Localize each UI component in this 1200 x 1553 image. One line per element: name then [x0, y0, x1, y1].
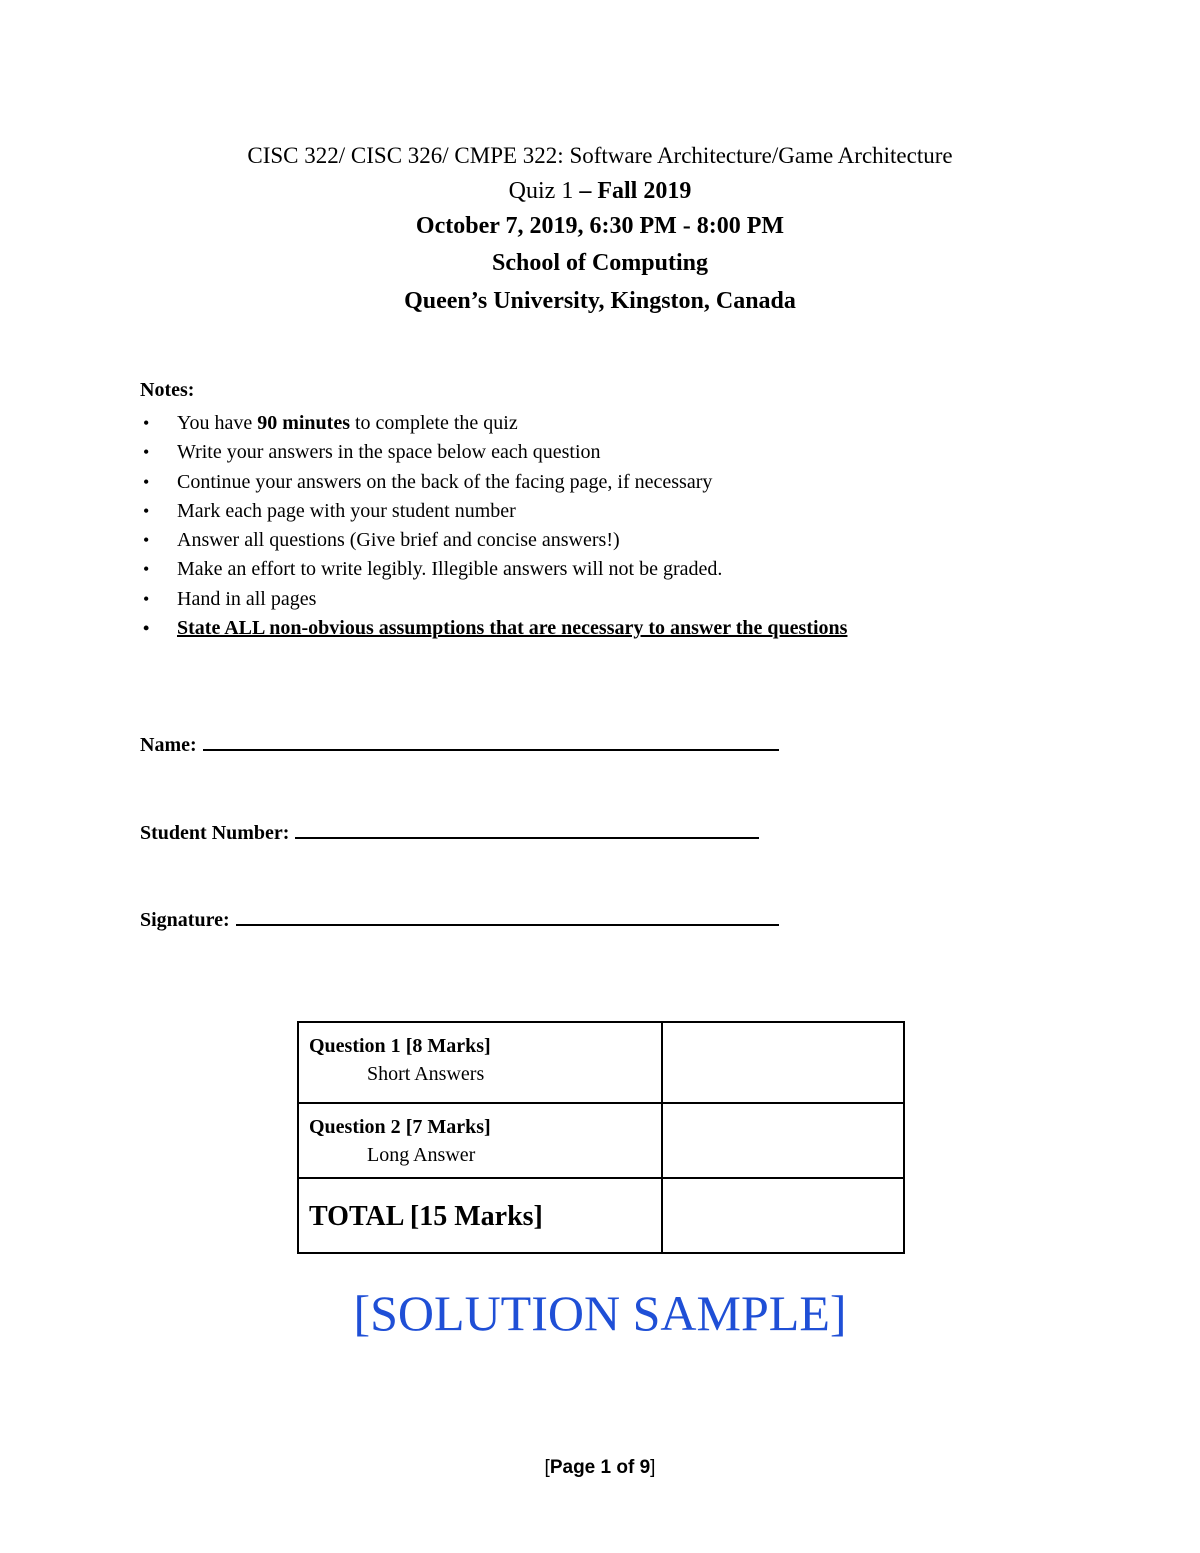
- note-item: • Mark each page with your student number: [140, 497, 847, 526]
- name-blank-line[interactable]: [203, 731, 779, 751]
- note-item: • Continue your answers on the back of the facing page, if necessary: [140, 468, 847, 497]
- note-item-assumptions: • State ALL non-obvious assumptions that are necessary to answer the questions: [140, 614, 847, 643]
- page-footer: [Page 1 of 9]: [544, 1457, 656, 1478]
- notes-heading: Notes:: [140, 379, 195, 401]
- question-1-marks: [8 Marks]: [405, 1035, 491, 1057]
- note-item: • You have 90 minutes to complete the quiz: [140, 409, 847, 438]
- signature-label: Signature:: [140, 909, 230, 931]
- table-row: [298, 1022, 904, 1103]
- note-item: • Write your answers in the space below each question: [140, 438, 847, 467]
- bullet-icon: •: [143, 442, 150, 463]
- question-1-title: Question 1: [309, 1035, 401, 1057]
- signature-field: [140, 906, 779, 932]
- total-cell: [298, 1178, 662, 1253]
- bullet-icon: •: [143, 413, 150, 433]
- quiz-number: Quiz 1: [508, 178, 574, 204]
- question-1-subtitle: Short Answers: [367, 1063, 485, 1085]
- school-name: School of Computing: [491, 250, 709, 276]
- quiz-term: – Fall 2019: [573, 178, 692, 204]
- bullet-icon: •: [143, 559, 150, 580]
- course-title: CISC 322/ CISC 326/ CMPE 322: Software Architecture/Game Architecture: [247, 143, 953, 168]
- marks-table: [297, 1021, 905, 1254]
- university-name: Queen’s University, Kingston, Canada: [404, 288, 796, 314]
- student-number-blank-line[interactable]: [295, 819, 759, 839]
- quiz-datetime: October 7, 2019, 6:30 PM - 8:00 PM: [415, 213, 785, 239]
- note-item: • Make an effort to write legibly. Illegible answers will not be graded.: [140, 555, 847, 584]
- question-2-score-cell[interactable]: [662, 1103, 904, 1178]
- page-number: Page 1 of 9: [549, 1457, 651, 1478]
- question-1-score-cell[interactable]: [662, 1022, 904, 1103]
- total-marks: [15 Marks]: [409, 1201, 543, 1232]
- bullet-icon: •: [143, 588, 150, 609]
- student-number-label: Student Number:: [140, 822, 290, 844]
- bullet-icon: •: [143, 500, 150, 521]
- total-label: TOTAL: [309, 1201, 403, 1232]
- bullet-icon: •: [143, 618, 150, 639]
- notes-list: [140, 409, 847, 643]
- question-2-subtitle: Long Answer: [367, 1144, 476, 1166]
- signature-blank-line[interactable]: [236, 906, 779, 926]
- quiz-title: [0, 178, 1200, 205]
- question-2-marks: [7 Marks]: [405, 1116, 491, 1138]
- solution-sample-label: [SOLUTION SAMPLE]: [353, 1285, 847, 1341]
- student-number-field: [140, 819, 759, 845]
- duration-emphasis: 90 minutes: [257, 412, 350, 434]
- bullet-icon: •: [143, 530, 150, 551]
- note-item: • Hand in all pages: [140, 585, 847, 614]
- question-2-title: Question 2: [309, 1116, 401, 1138]
- total-score-cell[interactable]: [662, 1178, 904, 1253]
- bullet-icon: •: [143, 471, 150, 492]
- note-item: • Answer all questions (Give brief and concise answers!): [140, 526, 847, 555]
- question-1-cell: [298, 1022, 662, 1103]
- table-row: [298, 1103, 904, 1178]
- question-2-cell: [298, 1103, 662, 1178]
- table-row: [298, 1178, 904, 1253]
- name-label: Name:: [140, 734, 197, 756]
- name-field: [140, 731, 779, 757]
